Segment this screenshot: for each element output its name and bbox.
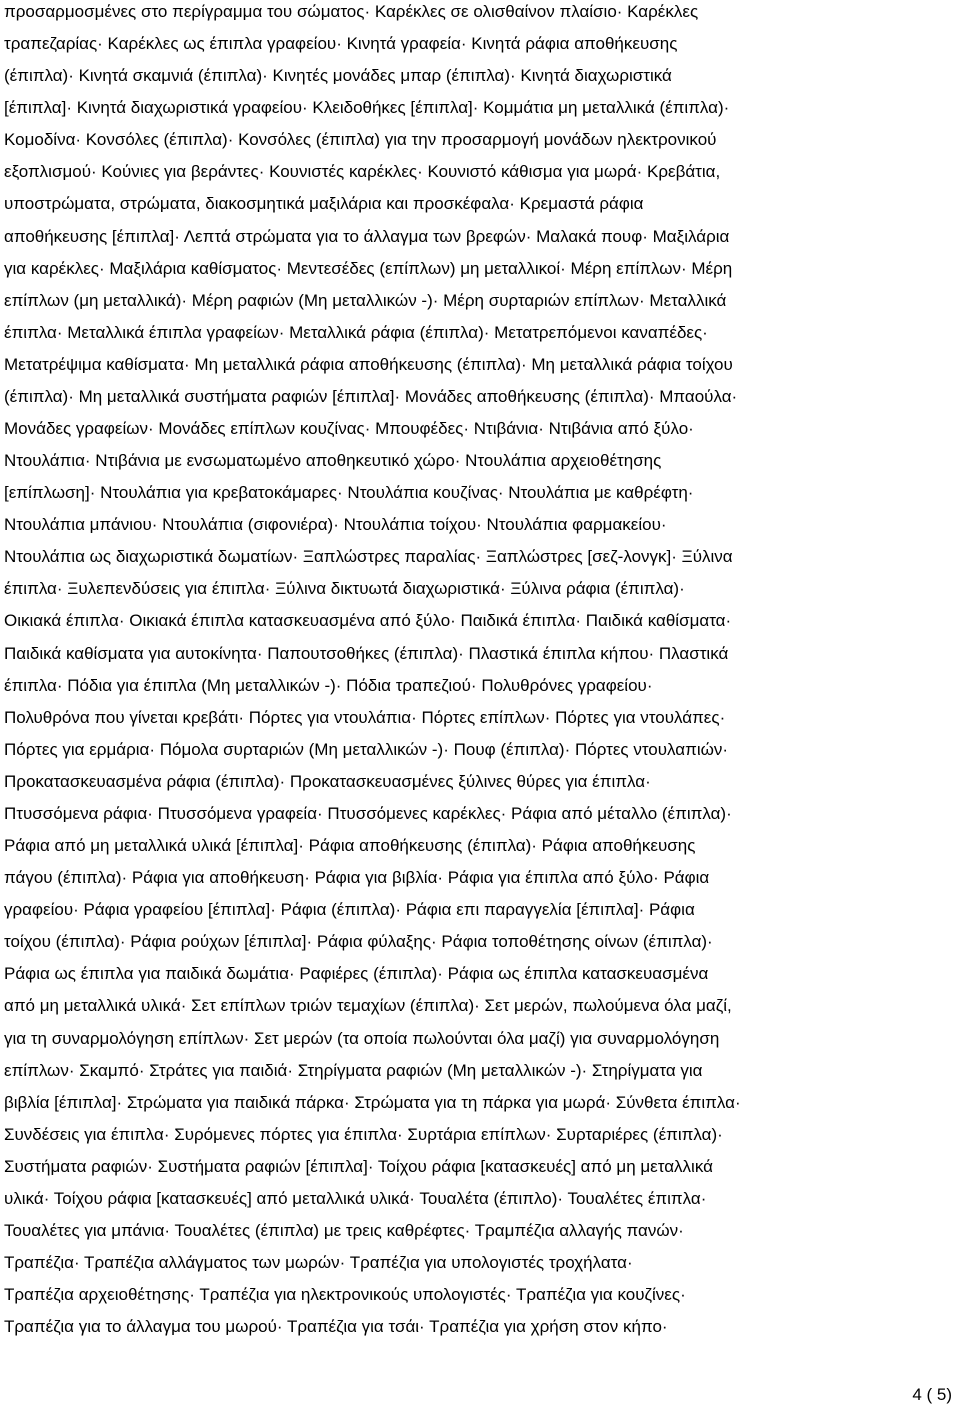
goods-list-text: [4, 0, 958, 1375]
text-line: πάγου (έπιπλα)· Ράφια για αποθήκευση· Ράφια για βιβλία· Ράφια για έπιπλα από ξύλο· Ράφια: [4, 868, 710, 888]
text-line: Ράφια ως έπιπλα για παιδικά δωμάτια· Ραφιέρες (έπιπλα)· Ράφια ως έπιπλα κατασκευασμένα: [4, 964, 709, 984]
text-line: από μη μεταλλικά υλικά· Σετ επίπλων τριών τεμαχίων (έπιπλα)· Σετ μερών, πωλούμενα όλα μαζί,: [4, 996, 732, 1016]
text-line: Ντουλάπια· Ντιβάνια με ενσωματωμένο αποθηκευτικό χώρο· Ντουλάπια αρχειοθέτησης: [4, 451, 662, 471]
text-line: Παιδικά καθίσματα για αυτοκίνητα· Παπουτσοθήκες (έπιπλα)· Πλαστικά έπιπλα κήπου· Πλαστικά: [4, 643, 729, 663]
text-line: Ντουλάπια μπάνιου· Ντουλάπια (σιφονιέρα)· Ντουλάπια τοίχου· Ντουλάπια φαρμακείου·: [4, 515, 667, 535]
text-line: εξοπλισμού· Κούνιες για βεράντες· Κουνιστές καρέκλες· Κουνιστό κάθισμα για μωρά· Κρεβάτια,: [4, 162, 721, 182]
text-line: Μετατρέψιμα καθίσματα· Μη μεταλλικά ράφια αποθήκευσης (έπιπλα)· Μη μεταλλικά ράφια τοίχου: [4, 354, 733, 374]
text-line: Μονάδες γραφείων· Μονάδες επίπλων κουζίνας· Μπουφέδες· Ντιβάνια· Ντιβάνια από ξύλο·: [4, 419, 694, 439]
text-line: βιβλία [έπιπλα]· Στρώματα για παιδικά πάρκα· Στρώματα για τη πάρκα για μωρά· Σύνθετα έπιπλα·: [4, 1092, 741, 1112]
text-line: Τραπέζια αρχειοθέτησης· Τραπέζια για ηλεκτρονικούς υπολογιστές· Τραπέζια για κουζίνες·: [4, 1285, 686, 1305]
text-line: Τραπέζια· Τραπέζια αλλάγματος των μωρών· Τραπέζια για υπολογιστές τροχήλατα·: [4, 1253, 633, 1273]
page-number: 4 ( 5): [912, 1385, 952, 1404]
text-line: Πολυθρόνα που γίνεται κρεβάτι· Πόρτες για ντουλάπια· Πόρτες επίπλων· Πόρτες για ντουλάπες·: [4, 707, 726, 727]
text-line: [έπιπλα]· Κινητά διαχωριστικά γραφείου· Κλειδοθήκες [έπιπλα]· Κομμάτια μη μεταλλικά (έπιπλα)·: [4, 98, 730, 118]
text-line: τραπεζαρίας· Καρέκλες ως έπιπλα γραφείου· Κινητά γραφεία· Κινητά ράφια αποθήκευσης: [4, 34, 678, 54]
text-line: έπιπλα· Μεταλλικά έπιπλα γραφείων· Μεταλλικά ράφια (έπιπλα)· Μετατρεπόμενοι καναπέδες·: [4, 322, 708, 342]
text-line: προσαρμοσμένες στο περίγραμμα του σώματος· Καρέκλες σε ολισθαίνον πλαίσιο· Καρέκλες: [4, 2, 699, 21]
text-line: Τουαλέτες για μπάνια· Τουαλέτες (έπιπλα) με τρεις καθρέφτες· Τραμπέζια αλλαγής πανών·: [4, 1220, 684, 1240]
text-line: Συστήματα ραφιών· Συστήματα ραφιών [έπιπλα]· Τοίχου ράφια [κατασκευές] από μη μεταλλικά: [4, 1156, 713, 1176]
text-line: έπιπλα· Ξυλεπενδύσεις για έπιπλα· Ξύλινα δικτυωτά διαχωριστικά· Ξύλινα ράφια (έπιπλα)·: [4, 579, 685, 599]
text-line: Συνδέσεις για έπιπλα· Συρόμενες πόρτες για έπιπλα· Συρτάρια επίπλων· Συρταριέρες (έπιπλα)·: [4, 1124, 723, 1144]
text-line: Πόρτες για ερμάρια· Πόμολα συρταριών (Μη μεταλλικών -)· Πουφ (έπιπλα)· Πόρτες ντουλαπιών·: [4, 739, 729, 759]
text-line: Προκατασκευασμένα ράφια (έπιπλα)· Προκατασκευασμένες ξύλινες θύρες για έπιπλα·: [4, 771, 651, 791]
text-line: υλικά· Τοίχου ράφια [κατασκευές] από μεταλλικά υλικά· Τουαλέτα (έπιπλο)· Τουαλέτες έπιπλα·: [4, 1188, 707, 1208]
text-line: [επίπλωση]· Ντουλάπια για κρεβατοκάμαρες· Ντουλάπια κουζίνας· Ντουλάπια με καθρέφτη·: [4, 483, 694, 503]
text-line: για καρέκλες· Μαξιλάρια καθίσματος· Μεντεσέδες (επίπλων) μη μεταλλικοί· Μέρη επίπλων· Μέρη: [4, 258, 733, 278]
text-line: επίπλων· Σκαμπό· Στράτες για παιδιά· Στηρίγματα ραφιών (Μη μεταλλικών -)· Στηρίγματα για: [4, 1060, 703, 1080]
text-line: γραφείου· Ράφια γραφείου [έπιπλα]· Ράφια (έπιπλα)· Ράφια επι παραγγελία [έπιπλα]· Ράφια: [4, 900, 695, 920]
text-line: [4, 1343, 958, 1375]
text-line: Ντουλάπια ως διαχωριστικά δωματίων· Ξαπλώστρες παραλίας· Ξαπλώστρες [σεζ-λονγκ]· Ξύλινα: [4, 547, 733, 567]
text-line: (έπιπλα)· Μη μεταλλικά συστήματα ραφιών [έπιπλα]· Μονάδες αποθήκευσης (έπιπλα)· Μπαούλα·: [4, 386, 738, 406]
text-line: επίπλων (μη μεταλλικά)· Μέρη ραφιών (Μη μεταλλικών -)· Μέρη συρταριών επίπλων· Μεταλλικά: [4, 290, 727, 310]
text-line: Κομοδίνα· Κονσόλες (έπιπλα)· Κονσόλες (έπιπλα) για την προσαρμογή μονάδων ηλεκτρονικού: [4, 130, 717, 150]
text-line: Πτυσσόμενα ράφια· Πτυσσόμενα γραφεία· Πτυσσόμενες καρέκλες· Ράφια από μέταλλο (έπιπλα)·: [4, 803, 732, 823]
text-line: Οικιακά έπιπλα· Οικιακά έπιπλα κατασκευασμένα από ξύλο· Παιδικά έπιπλα· Παιδικά καθίσματα·: [4, 611, 732, 631]
text-line: αποθήκευσης [έπιπλα]· Λεπτά στρώματα για το άλλαγμα των βρεφών· Μαλακά πουφ· Μαξιλάρια: [4, 226, 730, 246]
text-line: Τραπέζια για το άλλαγμα του μωρού· Τραπέζια για τσάι· Τραπέζια για χρήση στον κήπο·: [4, 1317, 668, 1337]
text-line: έπιπλα· Πόδια για έπιπλα (Μη μεταλλικών -)· Πόδια τραπεζιού· Πολυθρόνες γραφείου·: [4, 675, 653, 695]
text-line: τοίχου (έπιπλα)· Ράφια ρούχων [έπιπλα]· Ράφια φύλαξης· Ράφια τοποθέτησης οίνων (έπιπλα)·: [4, 932, 713, 952]
text-line: Ράφια από μη μεταλλικά υλικά [έπιπλα]· Ράφια αποθήκευσης (έπιπλα)· Ράφια αποθήκευσης: [4, 836, 696, 856]
text-line: για τη συναρμολόγηση επίπλων· Σετ μερών (τα οποία πωλούνται όλα μαζί) για συναρμολόγηση: [4, 1028, 720, 1048]
text-line: (έπιπλα)· Κινητά σκαμνιά (έπιπλα)· Κινητές μονάδες μπαρ (έπιπλα)· Κινητά διαχωριστικά: [4, 66, 672, 86]
text-line: υποστρώματα, στρώματα, διακοσμητικά μαξιλάρια και προσκέφαλα· Κρεμαστά ράφια: [4, 194, 644, 214]
